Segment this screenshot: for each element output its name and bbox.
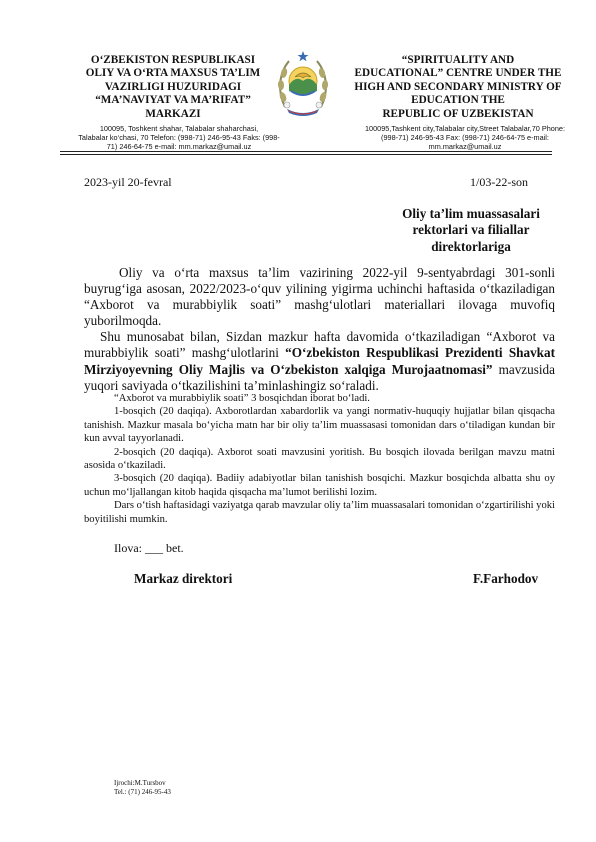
header-divider (60, 151, 552, 152)
body-paragraph-2-topic: “O‘zbekiston Respublikasi Prezidenti Shavkat Mirziyoyevning Oliy Majlis va O‘zbekiston xalqiga Murojaatnomasi” (84, 345, 556, 377)
signature-name: F.Farhodov (473, 571, 539, 586)
header-right-address: 100095,Tashkent city,Talabalar city,Street Talabalar,70 Phone: (998-71) 246-95-43 Fax: (998-71) 246-64-75 e-mail: mm.markaz@umail.uz (365, 124, 565, 151)
letter-body (84, 265, 555, 394)
body-paragraph-2-end: mavzusida yuqori saviyada o‘tkazilishini ta’minlashingiz so‘raladi. (84, 361, 555, 393)
header-right-title: “SPIRITUALITY AND EDUCATIONAL” CENTRE UNDER THE HIGH AND SECONDARY MINISTRY OF EDUCATION THE REPUBLIC OF UZBEKISTAN (354, 54, 562, 120)
body-paragraph-2-start: Shu munosabat bilan, Sizdan mazkur hafta davomida o‘tkaziladigan “Axborot va murabbiylik soati” mashg‘ulotlarini (84, 329, 555, 361)
recipient-block: Oliy ta’lim muassasalari rektorlari va filiallar direktorlariga (402, 206, 540, 254)
header-divider-thin (60, 154, 552, 155)
executor-footer (114, 779, 171, 796)
header-left-title: O‘ZBEKISTON RESPUBLIKASI OLIY VA O‘RTA MAXSUS TA’LIM VAZIRLIGI HUZURIDAGI “MA’NAVIYAT VA MA’RIFAT” MARKAZI (85, 54, 261, 120)
letter-date: 2023-yil 20-fevral (84, 175, 172, 189)
executor-name: Ijrochi:M.Tursbov (114, 779, 166, 787)
detail-note: Dars o‘tish haftasidagi vaziyatga qarab mavzular oliy ta’lim muassasalari tomonidan o‘zgartirilishi yoki boyitilishi mumkin. (84, 500, 555, 525)
stage-details (84, 392, 555, 526)
detail-stage-1: 1-bosqich (20 daqiqa). Axborotlardan xabardorlik va yangi normativ-huquqiy hujjatlar bilan qisqacha tanishish. Mazkur masala bo‘yicha matn har bir oliy ta’lim muassasasi tomonidan dars o‘tiladigan kundan bir kun avval tayyorlanadi. (84, 406, 555, 445)
signature-title: Markaz direktori (134, 571, 233, 586)
body-paragraph-1: Oliy va o‘rta maxsus ta’lim vazirining 2022-yil 9-sentyabrdagi 301-sonli buyrug‘iga asosan, 2022/2023-o‘quv yilining yigirma uchinchi haftasida o‘tkaziladigan “Axborot va murabbiylik soati” mashg‘ulotlari materiallari ilovaga muvofiq yuborilmoqda. (84, 265, 555, 329)
uzbekistan-state-emblem-icon (275, 47, 331, 119)
letter-number: 1/03-22-son (470, 175, 528, 189)
body-paragraph-2 (84, 329, 555, 393)
header-left-address: 100095, Toshkent shahar, Talabalar shaharchasi, Talabalar ko‘chasi, 70 Telefon: (998-71) 246-95-43 Faks: (998- 71) 246-64-75 e-mail: mm.markaz@umail.uz (78, 124, 280, 151)
detail-stage-2: 2-bosqich (20 daqiqa). Axborot soati mavzusini yoritish. Bu bosqich ilovada berilgan mavzu matni asosida o‘tkaziladi. (84, 446, 555, 472)
executor-phone: Tel.: (71) 246-95-43 (114, 787, 171, 796)
attachment-note: Ilova: ___ bet. (114, 541, 184, 555)
detail-stage-3: 3-bosqich (20 daqiqa). Badiiy adabiyotlar bilan tanishish bosqichi. Mazkur bosqichda albatta shu oy uchun mo‘ljallangan kitob haqida qisqacha ma’lumot berilishi lozim. (84, 473, 555, 498)
detail-intro: “Axborot va murabbiylik soati” 3 bosqichdan iborat bo‘ladi. (114, 393, 370, 404)
